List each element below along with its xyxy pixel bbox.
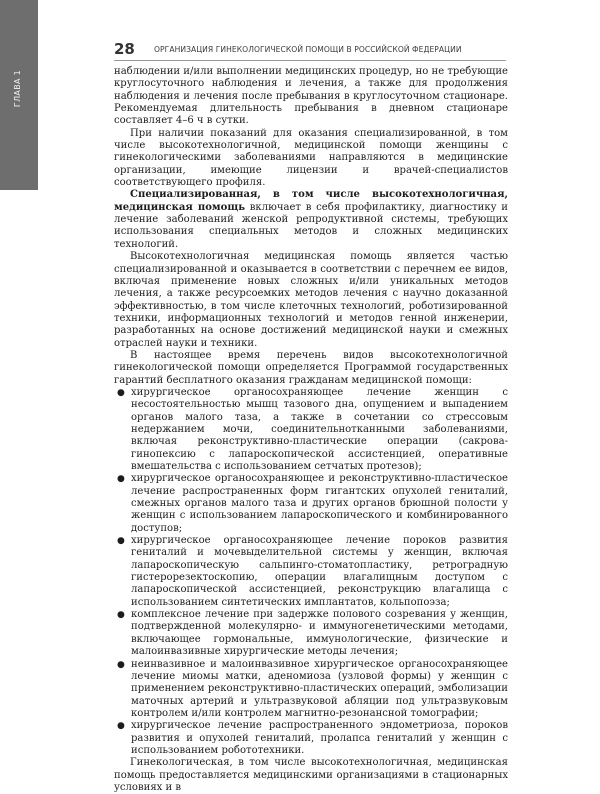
paragraph-high-tech-care: Высокотехнологичная медицинская помощь является частью специализированной и оказывается в соответствии с перечнем ее видов, включая применение новых сложных и/или уникальных методов лечения, а также ресурсоемких методов лечения с научно доказанной эффективностью, в том числе клеточных технологий, роботизированной техники, информационных технологий и методов генной инженерии, разработанных на основе достижений медицинской науки и смежных отраслей науки и техники. (114, 251, 508, 349)
chapter-side-tab (0, 0, 38, 190)
chapter-label: ГЛАВА 1 (13, 70, 22, 108)
list-item (114, 535, 508, 609)
bullet-icon: ● (117, 610, 125, 621)
treatment-types-list (114, 387, 508, 757)
list-item (114, 387, 508, 473)
bullet-icon: ● (117, 474, 125, 485)
list-item-text: неинвазивное и малоинвазивное хирургическое органосохраняющее лечение миомы матки, аденомиоза (узловой формы) у женщин с применением реконструктивно-пластических операций, эмболизации маточных артерий и ультразвуковой абляции под ультразвуковым контролем и/или контролем магнитно-резонансной томографии; (131, 658, 508, 719)
bullet-icon: ● (117, 659, 125, 670)
list-item-text: комплексное лечение при задержке полового созревания у женщин, подтвержденной молекулярно- и иммуногенетическими методами, включающее гормональные, иммунологические, физические и малоинвазивные хирургические методы лечения; (131, 609, 508, 658)
list-item (114, 609, 508, 658)
definition-text: включает в себя профилактику, диагностику и лечение заболеваний женской репродуктивной системы, требующих использования специальных методов и сложных медицинских технологий. (114, 201, 508, 250)
list-item-text: хирургическое лечение распространенного эндометриоза, пороков развития и опухолей гениталий, пролапса гениталий у женщин с использованием робототехники. (131, 720, 508, 756)
list-item (114, 659, 508, 721)
list-item-text: хирургическое органосохраняющее и реконструктивно-пластическое лечение распространенных форм гигантских опухолей гениталий, смежных органов малого таза и других органов брюшной полости у женщин с использованием лапароскопического и комбинированного доступов; (131, 473, 508, 534)
definition-term: Специализированная, в том числе высокотехнологичная, медицинская помощь (114, 189, 508, 213)
bullet-icon: ● (117, 387, 125, 398)
list-item-text: хирургическое органосохраняющее лечение пороков развития гениталий и мочевыделительной системы у женщин, включая лапароскопическую сальпинго-стоматопластику, ретроградную гистерорезектоскопию, операции влагалищным доступом с лапароскопической ассистенцией, реконструкцию влагалища с использованием синтетических имплантатов, кольпопоэза; (131, 535, 508, 608)
running-head-title: ОРГАНИЗАЦИЯ ГИНЕКОЛОГИЧЕСКОЙ ПОМОЩИ В РОССИЙСКОЙ ФЕДЕРАЦИИ (154, 45, 462, 54)
paragraph-specialized-care: При наличии показаний для оказания специализированной, в том числе высокотехнологичной, медицинской помощи женщины с гинекологическими заболеваниями направляются в медицинские организации, имеющие лицензии и врачей-специалистов соответствующего профиля. (114, 127, 508, 189)
paragraph-definition (114, 189, 508, 251)
paragraph-list-intro: В настоящее время перечень видов высокотехнологичной гинекологической помощи определяется Программой государственных гарантий бесплатного оказания гражданам медицинской помощи: (114, 349, 508, 386)
paragraph-continuation: наблюдении и/или выполнении медицинских процедур, но не требующие круглосуточного наблюдения и лечения, а также для продолжения наблюдения и лечения после пребывания в круглосуточном стационаре. Рекомендуемая длительность пребывания в дневном стационаре составляет 4–6 ч в сутки. (114, 66, 508, 127)
list-item-text: хирургическое органосохраняющее лечение женщин с несостоятельностью мышц тазового дна, опущением и выпадением органов малого таза, а также в сочетании со стрессовым недержанием мочи, соединительнотканными заболеваниями, включая реконструктивно-пластические операции (сакровагинопексию с лапароскопической ассистенцией, оперативные вмешательства с использованием сетчатых протезов); (131, 386, 508, 472)
bullet-icon: ● (117, 536, 125, 547)
page-number: 28 (114, 40, 135, 58)
running-head (114, 40, 506, 61)
paragraph-closing: Гинекологическая, в том числе высокотехнологичная, медицинская помощь предоставляется медицинскими организациями в стационарных условиях и в (114, 757, 508, 793)
text-column (114, 66, 508, 794)
list-item (114, 473, 508, 535)
list-item (114, 720, 508, 757)
bullet-icon: ● (117, 721, 125, 732)
